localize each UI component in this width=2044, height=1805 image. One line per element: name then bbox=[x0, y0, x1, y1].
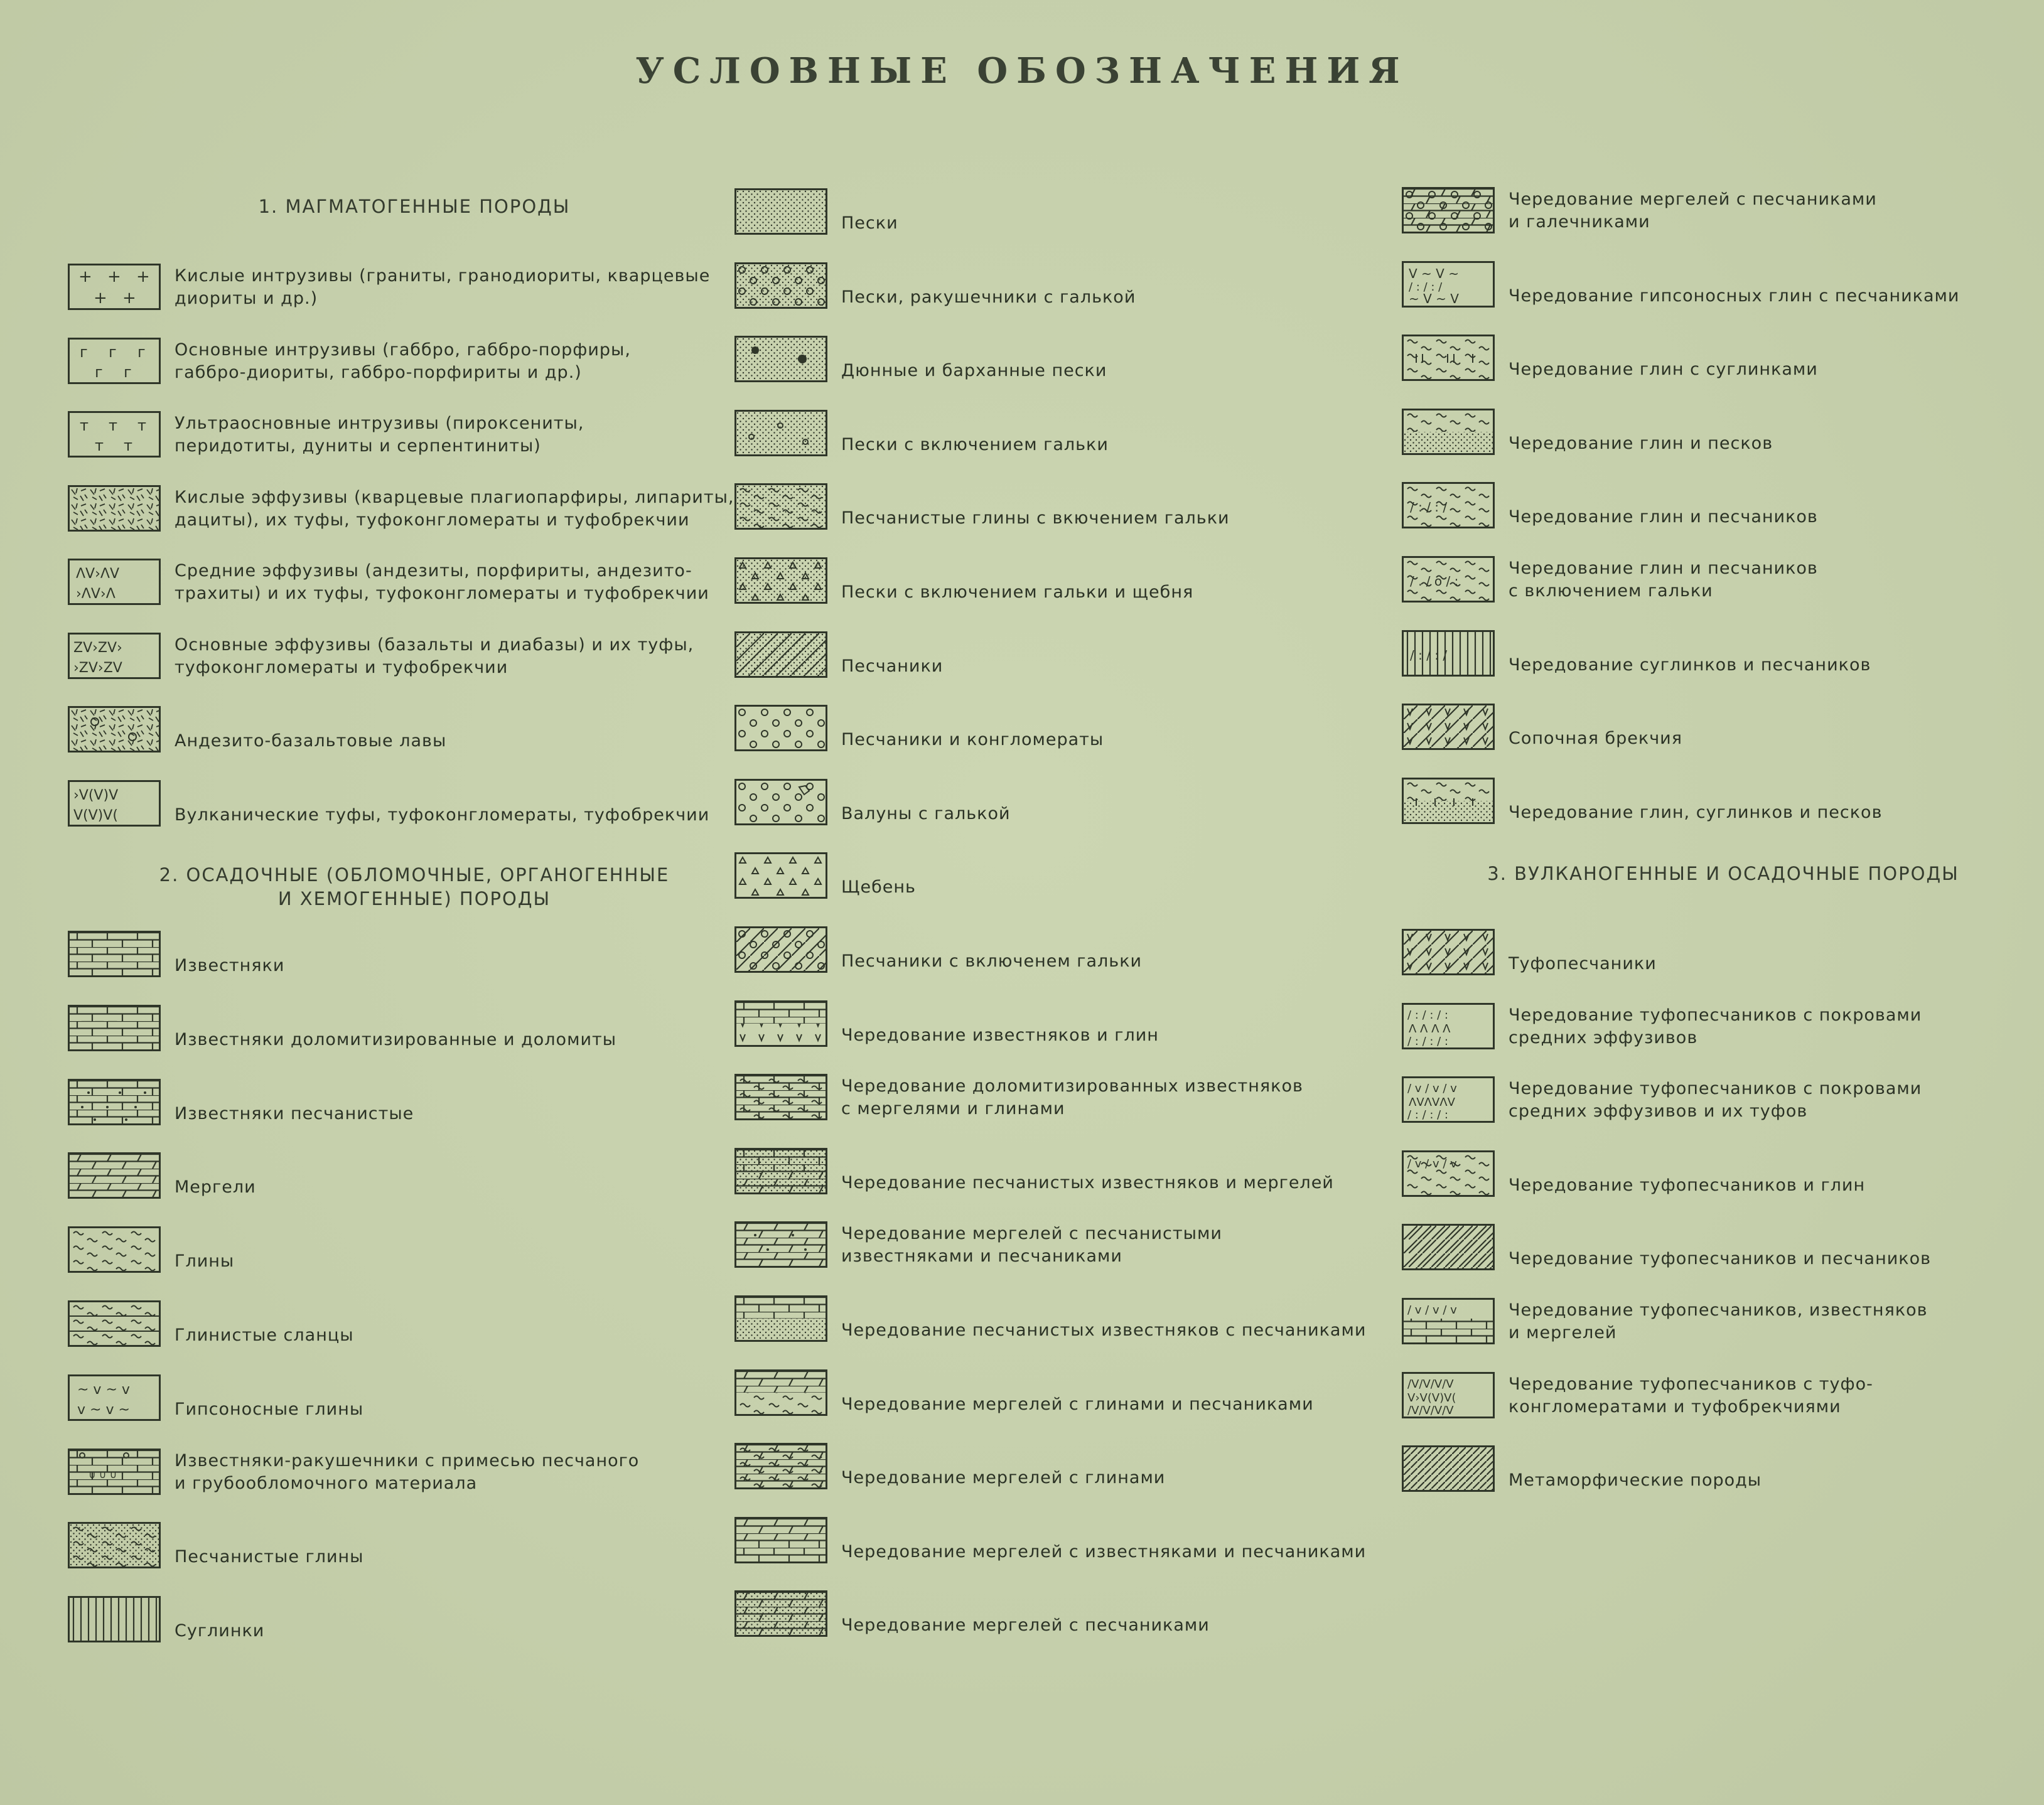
legend-item bbox=[68, 1300, 733, 1349]
brick-icon bbox=[68, 931, 161, 977]
legend-label-line: Чередование туфопесчаников, известняков bbox=[1509, 1300, 1928, 1320]
legend-label-line: Чередование туфопесчаников и глин bbox=[1509, 1176, 1866, 1195]
legend-label bbox=[841, 803, 1011, 825]
legend-label bbox=[175, 1029, 616, 1051]
svg-text:/ : / : /: / : / : / bbox=[1410, 648, 1448, 663]
legend-item bbox=[734, 1000, 1400, 1049]
svg-text:∪ ∪ ∪: ∪ ∪ ∪ bbox=[89, 1469, 117, 1481]
dots-wave-pebbles-icon bbox=[734, 483, 827, 530]
legend-label-line: Чередование глин и песчаников bbox=[1509, 507, 1818, 527]
legend-item bbox=[68, 1005, 733, 1054]
legend-label bbox=[841, 286, 1136, 309]
dots-icon bbox=[734, 188, 827, 235]
legend-item bbox=[734, 1221, 1400, 1270]
legend-label bbox=[175, 634, 694, 679]
legend-label-line: Вулканические туфы, туфоконгломераты, туфобрекчии bbox=[175, 805, 710, 825]
legend-item bbox=[1402, 482, 2044, 531]
legend-label bbox=[841, 729, 1104, 751]
legend-label bbox=[841, 950, 1142, 973]
svg-text:ΛVΛVΛV: ΛVΛVΛV bbox=[1409, 1096, 1455, 1109]
legend-label-line: Чередование мергелей с глинами и песчаниками bbox=[841, 1395, 1314, 1414]
svg-text:›ΛV›Λ: ›ΛV›Λ bbox=[76, 586, 116, 602]
legend-label bbox=[175, 955, 284, 977]
legend-label-line: диориты и др.) bbox=[175, 289, 318, 308]
slash-lambda-icon bbox=[1402, 1003, 1495, 1049]
svg-text:т: т bbox=[124, 437, 132, 454]
legend-item bbox=[68, 411, 733, 460]
legend-label-line: Щебень bbox=[841, 877, 916, 897]
boulders-icon bbox=[734, 779, 827, 825]
legend-label-line: Суглинки bbox=[175, 1621, 265, 1641]
legend-label-line: Чередование песчанистых известняков с песчаниками bbox=[841, 1320, 1367, 1340]
legend-label-line: с включением гальки bbox=[1509, 581, 1713, 601]
legend-label-line: трахиты) и их туфы, туфоконгломераты и туфобрекчии bbox=[175, 584, 709, 603]
page-title: УСЛОВНЫЕ ОБОЗНАЧЕНИЯ bbox=[635, 50, 1409, 92]
legend-item bbox=[1402, 1445, 2044, 1494]
svg-text:— — —: — — — bbox=[81, 1015, 118, 1027]
legend-label-line: Основные интрузивы (габбро, габбро-порфиры, bbox=[175, 340, 631, 360]
svg-text:т: т bbox=[109, 417, 117, 434]
section-heading-sedimentary-line2: И ХЕМОГЕННЫЕ) ПОРОДЫ bbox=[277, 888, 551, 909]
legend-label bbox=[841, 655, 943, 678]
svg-text:/ : / : /: / : / : / bbox=[1409, 281, 1443, 294]
legend-label-line: Известняки доломитизированные и доломиты bbox=[175, 1030, 617, 1049]
legend-label-line: Глинистые сланцы bbox=[175, 1326, 354, 1345]
legend-label-line: Чередование мергелей с глинами bbox=[841, 1468, 1166, 1487]
legend-item bbox=[734, 852, 1400, 901]
legend-item bbox=[734, 188, 1400, 237]
legend-label bbox=[175, 486, 734, 532]
svg-text:г: г bbox=[137, 343, 146, 361]
svg-text:/ : / : / :: / : / : / : bbox=[1407, 1009, 1448, 1022]
legend-label-line: Песчаники с включенем гальки bbox=[841, 951, 1143, 971]
legend-label bbox=[841, 1223, 1222, 1268]
wave-slash-icon bbox=[1402, 482, 1495, 528]
svg-text:›ZV›ZV: ›ZV›ZV bbox=[73, 660, 122, 676]
legend-label bbox=[175, 1324, 354, 1347]
legend-label-line: Пески, ракушечники с галькой bbox=[841, 287, 1136, 307]
legend-item bbox=[734, 336, 1400, 385]
legend-label bbox=[175, 339, 631, 384]
svg-text:г: г bbox=[124, 363, 132, 381]
legend-item bbox=[68, 338, 733, 387]
legend-label bbox=[841, 1393, 1314, 1416]
dense-diagonal-icon bbox=[1402, 1445, 1495, 1492]
legend-item bbox=[1402, 1003, 2044, 1052]
diagonal-pebbles-icon bbox=[734, 926, 827, 973]
svg-text:ZV›ZV›: ZV›ZV› bbox=[73, 640, 122, 656]
legend-label-line: дациты), их туфы, туфоконгломераты и туфобрекчии bbox=[175, 510, 690, 530]
svg-text:/V/V/V/V: /V/V/V/V bbox=[1407, 1404, 1454, 1417]
legend-label bbox=[1509, 506, 1818, 528]
legend-label bbox=[1509, 358, 1818, 381]
legend-label bbox=[841, 876, 916, 899]
svg-text:/ : / : /: / : / : / bbox=[1410, 500, 1448, 515]
svg-text:/ v / v / v: / v / v / v bbox=[1407, 1082, 1457, 1095]
svg-text:V ~ V ~: V ~ V ~ bbox=[1409, 266, 1459, 281]
slant-pebbles-icon bbox=[1402, 187, 1495, 233]
bars-slash-icon bbox=[1402, 630, 1495, 677]
legend-label-line: габбро-диориты, габбро-порфириты и др.) bbox=[175, 363, 582, 382]
legend-label bbox=[1509, 953, 1657, 975]
legend-item bbox=[734, 926, 1400, 975]
legend-label-line: Чередование мергелей с песчаниками bbox=[1509, 190, 1877, 209]
legend-item bbox=[68, 1449, 733, 1497]
legend-item bbox=[1402, 409, 2044, 458]
legend-label-line: Известняки bbox=[175, 956, 285, 975]
brick-dot-slant-icon bbox=[734, 1148, 827, 1194]
legend-label-line: Чередование мергелей с песчанистыми bbox=[841, 1224, 1222, 1243]
legend-label bbox=[175, 1103, 414, 1125]
brick-dash-icon bbox=[68, 1005, 161, 1051]
legend-item bbox=[68, 633, 733, 682]
svg-text:/ : / : / :: / : / : / : bbox=[1407, 1035, 1448, 1047]
section-heading-magmatic: 1. МАГМАТОГЕННЫЕ ПОРОДЫ bbox=[258, 196, 571, 217]
legend-label-line: Мергели bbox=[175, 1177, 256, 1197]
svg-text:/V/V/V/V: /V/V/V/V bbox=[1407, 1378, 1454, 1391]
legend-label-line: известняками и песчаниками bbox=[841, 1246, 1122, 1266]
legend-item bbox=[734, 1443, 1400, 1492]
legend-item bbox=[68, 485, 733, 534]
legend-label-line: Чередование туфопесчаников и песчаников bbox=[1509, 1249, 1932, 1268]
legend-label-line: Чередование глин и песков bbox=[1509, 434, 1773, 453]
legend-item bbox=[1402, 1150, 2044, 1199]
legend-item bbox=[1402, 1372, 2044, 1421]
legend-label bbox=[841, 1172, 1334, 1194]
svg-text:т: т bbox=[137, 417, 146, 434]
legend-item bbox=[734, 1295, 1400, 1344]
legend-item bbox=[68, 706, 733, 755]
legend-label bbox=[175, 730, 446, 753]
legend-label-line: Пески bbox=[841, 213, 898, 233]
legend-label-line: Андезито-базальтовые лавы bbox=[175, 731, 447, 751]
legend-label-line: Чередование доломитизированных известняков bbox=[841, 1076, 1303, 1096]
svg-text:ΛV›ΛV: ΛV›ΛV bbox=[76, 566, 119, 582]
dots-triangles-icon bbox=[734, 557, 827, 604]
legend-item bbox=[734, 705, 1400, 754]
wave-sand-icon bbox=[1402, 409, 1495, 455]
legend-label bbox=[1509, 1248, 1931, 1270]
legend-label bbox=[841, 434, 1109, 456]
svg-text:г: г bbox=[80, 343, 88, 361]
dots-pebbles-icon bbox=[734, 410, 827, 456]
slant-brick-dot-icon bbox=[734, 1221, 827, 1268]
legend-label-line: Валуны с галькой bbox=[841, 804, 1011, 823]
legend-item bbox=[68, 1079, 733, 1128]
legend-label-line: Чередование известняков и глин bbox=[841, 1026, 1159, 1045]
legend-label bbox=[841, 1319, 1366, 1342]
legend-item bbox=[1402, 1298, 2044, 1347]
svg-text:Λ Λ Λ Λ: Λ Λ Λ Λ bbox=[1409, 1022, 1451, 1036]
legend-label bbox=[841, 507, 1230, 530]
gamma-icon bbox=[68, 338, 161, 384]
legend-label bbox=[175, 265, 710, 310]
legend-item bbox=[1402, 704, 2044, 753]
legend-label-line: средних эффузивов bbox=[1509, 1028, 1698, 1047]
svg-text:— — —: — — — bbox=[89, 1036, 126, 1048]
legend-item bbox=[68, 1152, 733, 1201]
legend-label bbox=[841, 1541, 1366, 1563]
dots-circles-icon bbox=[734, 262, 827, 309]
legend-item bbox=[68, 1596, 733, 1645]
legend-item bbox=[734, 1148, 1400, 1197]
legend-label bbox=[1509, 801, 1883, 824]
zv-icon bbox=[68, 633, 161, 679]
legend-label-line: с мергелями и глинами bbox=[841, 1099, 1065, 1118]
legend-label-line: Метаморфические породы bbox=[1509, 1470, 1762, 1490]
legend-label-line: Чередование туфопесчаников с туфо- bbox=[1509, 1374, 1873, 1394]
svg-text:г: г bbox=[95, 363, 103, 381]
legend-label bbox=[1509, 1299, 1928, 1344]
tuff-brick-icon bbox=[1402, 1298, 1495, 1344]
legend-label-line: Глины bbox=[175, 1251, 235, 1271]
legend-item bbox=[1402, 778, 2044, 827]
legend-label-line: конгломератами и туфобрекчиями bbox=[1509, 1397, 1841, 1417]
svg-text:+: + bbox=[136, 267, 150, 286]
legend-label-line: Известняки-ракушечники с примесью песчаного bbox=[175, 1451, 640, 1470]
legend-label-line: Песчанистые глины с вкючением гальки bbox=[841, 508, 1230, 528]
legend-label-line: Чередование туфопесчаников с покровами bbox=[1509, 1079, 1922, 1098]
legend-label-line: Песчаники и конгломераты bbox=[841, 730, 1104, 749]
triangles-icon bbox=[734, 852, 827, 899]
legend-item bbox=[734, 483, 1400, 532]
tee-icon bbox=[68, 411, 161, 458]
legend-label-line: Кислые эффузивы (кварцевые плагиопарфиры, липариты, bbox=[175, 488, 734, 507]
legend-item bbox=[1402, 929, 2044, 978]
wave-bars-sand-icon bbox=[1402, 778, 1495, 824]
legend-label-line: Чередование песчанистых известняков и мергелей bbox=[841, 1173, 1334, 1192]
legend-label bbox=[1509, 727, 1682, 750]
dots-clusters-icon bbox=[734, 336, 827, 382]
legend-label bbox=[841, 212, 898, 235]
legend-label-line: Известняки песчанистые bbox=[175, 1104, 414, 1123]
legend-item bbox=[1402, 335, 2044, 383]
wave-slash-pebble-icon bbox=[1402, 556, 1495, 603]
legend-label bbox=[1509, 432, 1773, 455]
legend-item bbox=[734, 779, 1400, 828]
svg-text:/ v / v / v: / v / v / v bbox=[1407, 1304, 1457, 1317]
legend-item bbox=[734, 410, 1400, 459]
legend-label-line: Основные эффузивы (базальты и диабазы) и их туфы, bbox=[175, 635, 694, 655]
svg-text:~ v ~ v: ~ v ~ v bbox=[77, 1382, 130, 1398]
v-paren-icon bbox=[68, 780, 161, 827]
hatch-chaotic-icon bbox=[68, 485, 161, 532]
legend-label-line: Чередование гипсоносных глин с песчаниками bbox=[1509, 286, 1960, 306]
legend-label bbox=[841, 360, 1107, 382]
diagonal-dots-icon bbox=[734, 631, 827, 678]
legend-item bbox=[734, 631, 1400, 680]
legend-label-line: Туфопесчаники bbox=[1509, 954, 1657, 973]
legend-label bbox=[1509, 654, 1871, 677]
legend-item bbox=[1402, 1224, 2044, 1273]
lambda-v-icon bbox=[68, 559, 161, 605]
svg-text:/ : / : / :: / : / : / : bbox=[1407, 1108, 1448, 1121]
legend-item bbox=[734, 1369, 1400, 1418]
legend-label-line: средних эффузивов и их туфов bbox=[1509, 1101, 1808, 1121]
legend-item bbox=[734, 1590, 1400, 1639]
legend-label-line: туфоконгломераты и туфобрекчии bbox=[175, 658, 508, 677]
legend-label-line: Гипсоносные глины bbox=[175, 1400, 364, 1419]
tuff-sandstone-icon bbox=[1402, 929, 1495, 975]
legend-label-line: Средние эффузивы (андезиты, порфириты, андезито- bbox=[175, 561, 692, 581]
wave-v-icon bbox=[68, 1374, 161, 1421]
legend-item bbox=[68, 1522, 733, 1571]
section-heading-sedimentary-line1: 2. ОСАДОЧНЫЕ (ОБЛОМОЧНЫЕ, ОРГАНОГЕННЫЕ bbox=[159, 864, 670, 886]
legend-item bbox=[68, 780, 733, 829]
dash-wave-icon bbox=[734, 1074, 827, 1120]
legend-label bbox=[1509, 1373, 1873, 1418]
v-slash-wave-icon bbox=[1402, 1150, 1495, 1197]
svg-text:V(V)V(: V(V)V( bbox=[73, 808, 118, 823]
legend-label-line: Чередование глин с суглинками bbox=[1509, 360, 1818, 379]
legend-label bbox=[175, 1176, 256, 1199]
chaotic-circles-icon bbox=[68, 706, 161, 753]
legend-item bbox=[1402, 261, 2044, 310]
slant-brick-icon bbox=[68, 1152, 161, 1199]
tuff-conglomerate-icon bbox=[1402, 1372, 1495, 1418]
legend-label bbox=[1509, 188, 1877, 233]
legend-label bbox=[175, 1620, 264, 1642]
legend-label bbox=[1509, 557, 1818, 603]
plus-icon bbox=[68, 264, 161, 310]
legend-label bbox=[1509, 1469, 1762, 1492]
wave-bars-icon bbox=[1402, 335, 1495, 381]
legend-label bbox=[175, 560, 709, 605]
legend-label bbox=[1509, 1174, 1865, 1197]
legend-label-line: Дюнные и барханные пески bbox=[841, 361, 1107, 380]
legend-label bbox=[841, 581, 1193, 604]
legend-label-line: и галечниками bbox=[1509, 212, 1650, 232]
legend-label-line: Чередование глин и песчаников bbox=[1509, 559, 1818, 578]
breccia-icon bbox=[1402, 704, 1495, 750]
legend-label-line: Пески с включением гальки bbox=[841, 435, 1109, 454]
legend-item bbox=[68, 1374, 733, 1423]
dot-wave-icon bbox=[68, 1522, 161, 1568]
legend-item bbox=[68, 1226, 733, 1275]
section-heading-volcanogenic: 3. ВУЛКАНОГЕННЫЕ И ОСАДОЧНЫЕ ПОРОДЫ bbox=[1487, 863, 1959, 884]
legend-label-line: Чередование туфопесчаников с покровами bbox=[1509, 1005, 1922, 1025]
legend-label bbox=[175, 412, 584, 458]
slant-dots-icon bbox=[734, 1590, 827, 1637]
legend-label-line: и мергелей bbox=[1509, 1323, 1617, 1342]
legend-label bbox=[1509, 1078, 1922, 1123]
svg-text:+: + bbox=[122, 289, 136, 308]
legend-item bbox=[68, 264, 733, 313]
brick-shell-icon bbox=[68, 1449, 161, 1495]
legend-label bbox=[175, 1546, 364, 1568]
vertical-lines-icon bbox=[68, 1596, 161, 1642]
legend-label bbox=[175, 804, 709, 827]
slant-wave-icon bbox=[734, 1443, 827, 1489]
svg-text:V›V(V)V(: V›V(V)V( bbox=[1407, 1391, 1456, 1405]
legend-item bbox=[1402, 1076, 2044, 1125]
legend-label-line: Кислые интрузивы (граниты, гранодиориты, кварцевые bbox=[175, 266, 711, 286]
slant-wave-dots-icon bbox=[734, 1369, 827, 1416]
legend-label-line: Чередование суглинков и песчаников bbox=[1509, 655, 1871, 675]
slash-v-lambda-icon bbox=[1402, 1076, 1495, 1123]
legend-label-line: Сопочная брекчия bbox=[1509, 729, 1682, 748]
legend-label bbox=[841, 1075, 1303, 1120]
legend-item bbox=[68, 559, 733, 608]
svg-text:+: + bbox=[107, 267, 121, 286]
legend-label bbox=[1509, 1004, 1922, 1049]
legend-label bbox=[841, 1024, 1159, 1047]
legend-label bbox=[841, 1467, 1165, 1489]
svg-text:›V(V)V: ›V(V)V bbox=[73, 788, 119, 803]
legend-label-line: Ультраосновные интрузивы (пироксениты, bbox=[175, 414, 584, 433]
legend-label bbox=[175, 1398, 363, 1421]
legend-item bbox=[734, 557, 1400, 606]
legend-label bbox=[1509, 285, 1959, 308]
legend-label-line: Песчанистые глины bbox=[175, 1547, 364, 1567]
legend-label-line: Чередование глин, суглинков и песков bbox=[1509, 803, 1883, 822]
wave-lines-icon bbox=[68, 1300, 161, 1347]
svg-text:/ . / o / :: / . / o / : bbox=[1410, 574, 1459, 589]
legend-label-line: перидотиты, дуниты и серпентиниты) bbox=[175, 436, 541, 456]
wave-icon bbox=[68, 1226, 161, 1273]
double-diagonal-icon bbox=[1402, 1224, 1495, 1270]
legend-label-line: и грубообломочного материала bbox=[175, 1474, 478, 1493]
legend-item bbox=[734, 1517, 1400, 1566]
svg-text:+: + bbox=[78, 267, 92, 286]
slant-brick-mix-icon bbox=[734, 1517, 827, 1563]
brick-dot-icon bbox=[68, 1079, 161, 1125]
legend-item bbox=[734, 1074, 1400, 1123]
brick-v-icon bbox=[734, 1000, 827, 1047]
legend-item bbox=[1402, 187, 2044, 236]
svg-text:+: + bbox=[94, 289, 107, 308]
svg-text:~ V ~ V: ~ V ~ V bbox=[1409, 291, 1459, 306]
svg-text:т: т bbox=[80, 417, 89, 434]
legend-item bbox=[1402, 556, 2044, 605]
v-wave-dots-icon bbox=[1402, 261, 1495, 308]
legend-item bbox=[1402, 630, 2044, 679]
brick-dot-dots-icon bbox=[734, 1295, 827, 1342]
legend-label bbox=[841, 1614, 1210, 1637]
legend-item bbox=[68, 931, 733, 980]
legend-item bbox=[734, 262, 1400, 311]
legend-label-line: Чередование мергелей с песчаниками bbox=[841, 1615, 1210, 1635]
svg-text:v ~ v ~: v ~ v ~ bbox=[77, 1402, 130, 1418]
legend-label-line: Песчаники bbox=[841, 656, 944, 676]
legend-label bbox=[175, 1450, 639, 1495]
circles-icon bbox=[734, 705, 827, 751]
legend-label-line: Пески с включением гальки и щебня bbox=[841, 582, 1194, 602]
legend-label-line: Чередование мергелей с известняками и песчаниками bbox=[841, 1542, 1367, 1561]
legend-label bbox=[175, 1250, 234, 1273]
svg-text:г: г bbox=[109, 343, 117, 361]
svg-text:т: т bbox=[95, 437, 104, 454]
